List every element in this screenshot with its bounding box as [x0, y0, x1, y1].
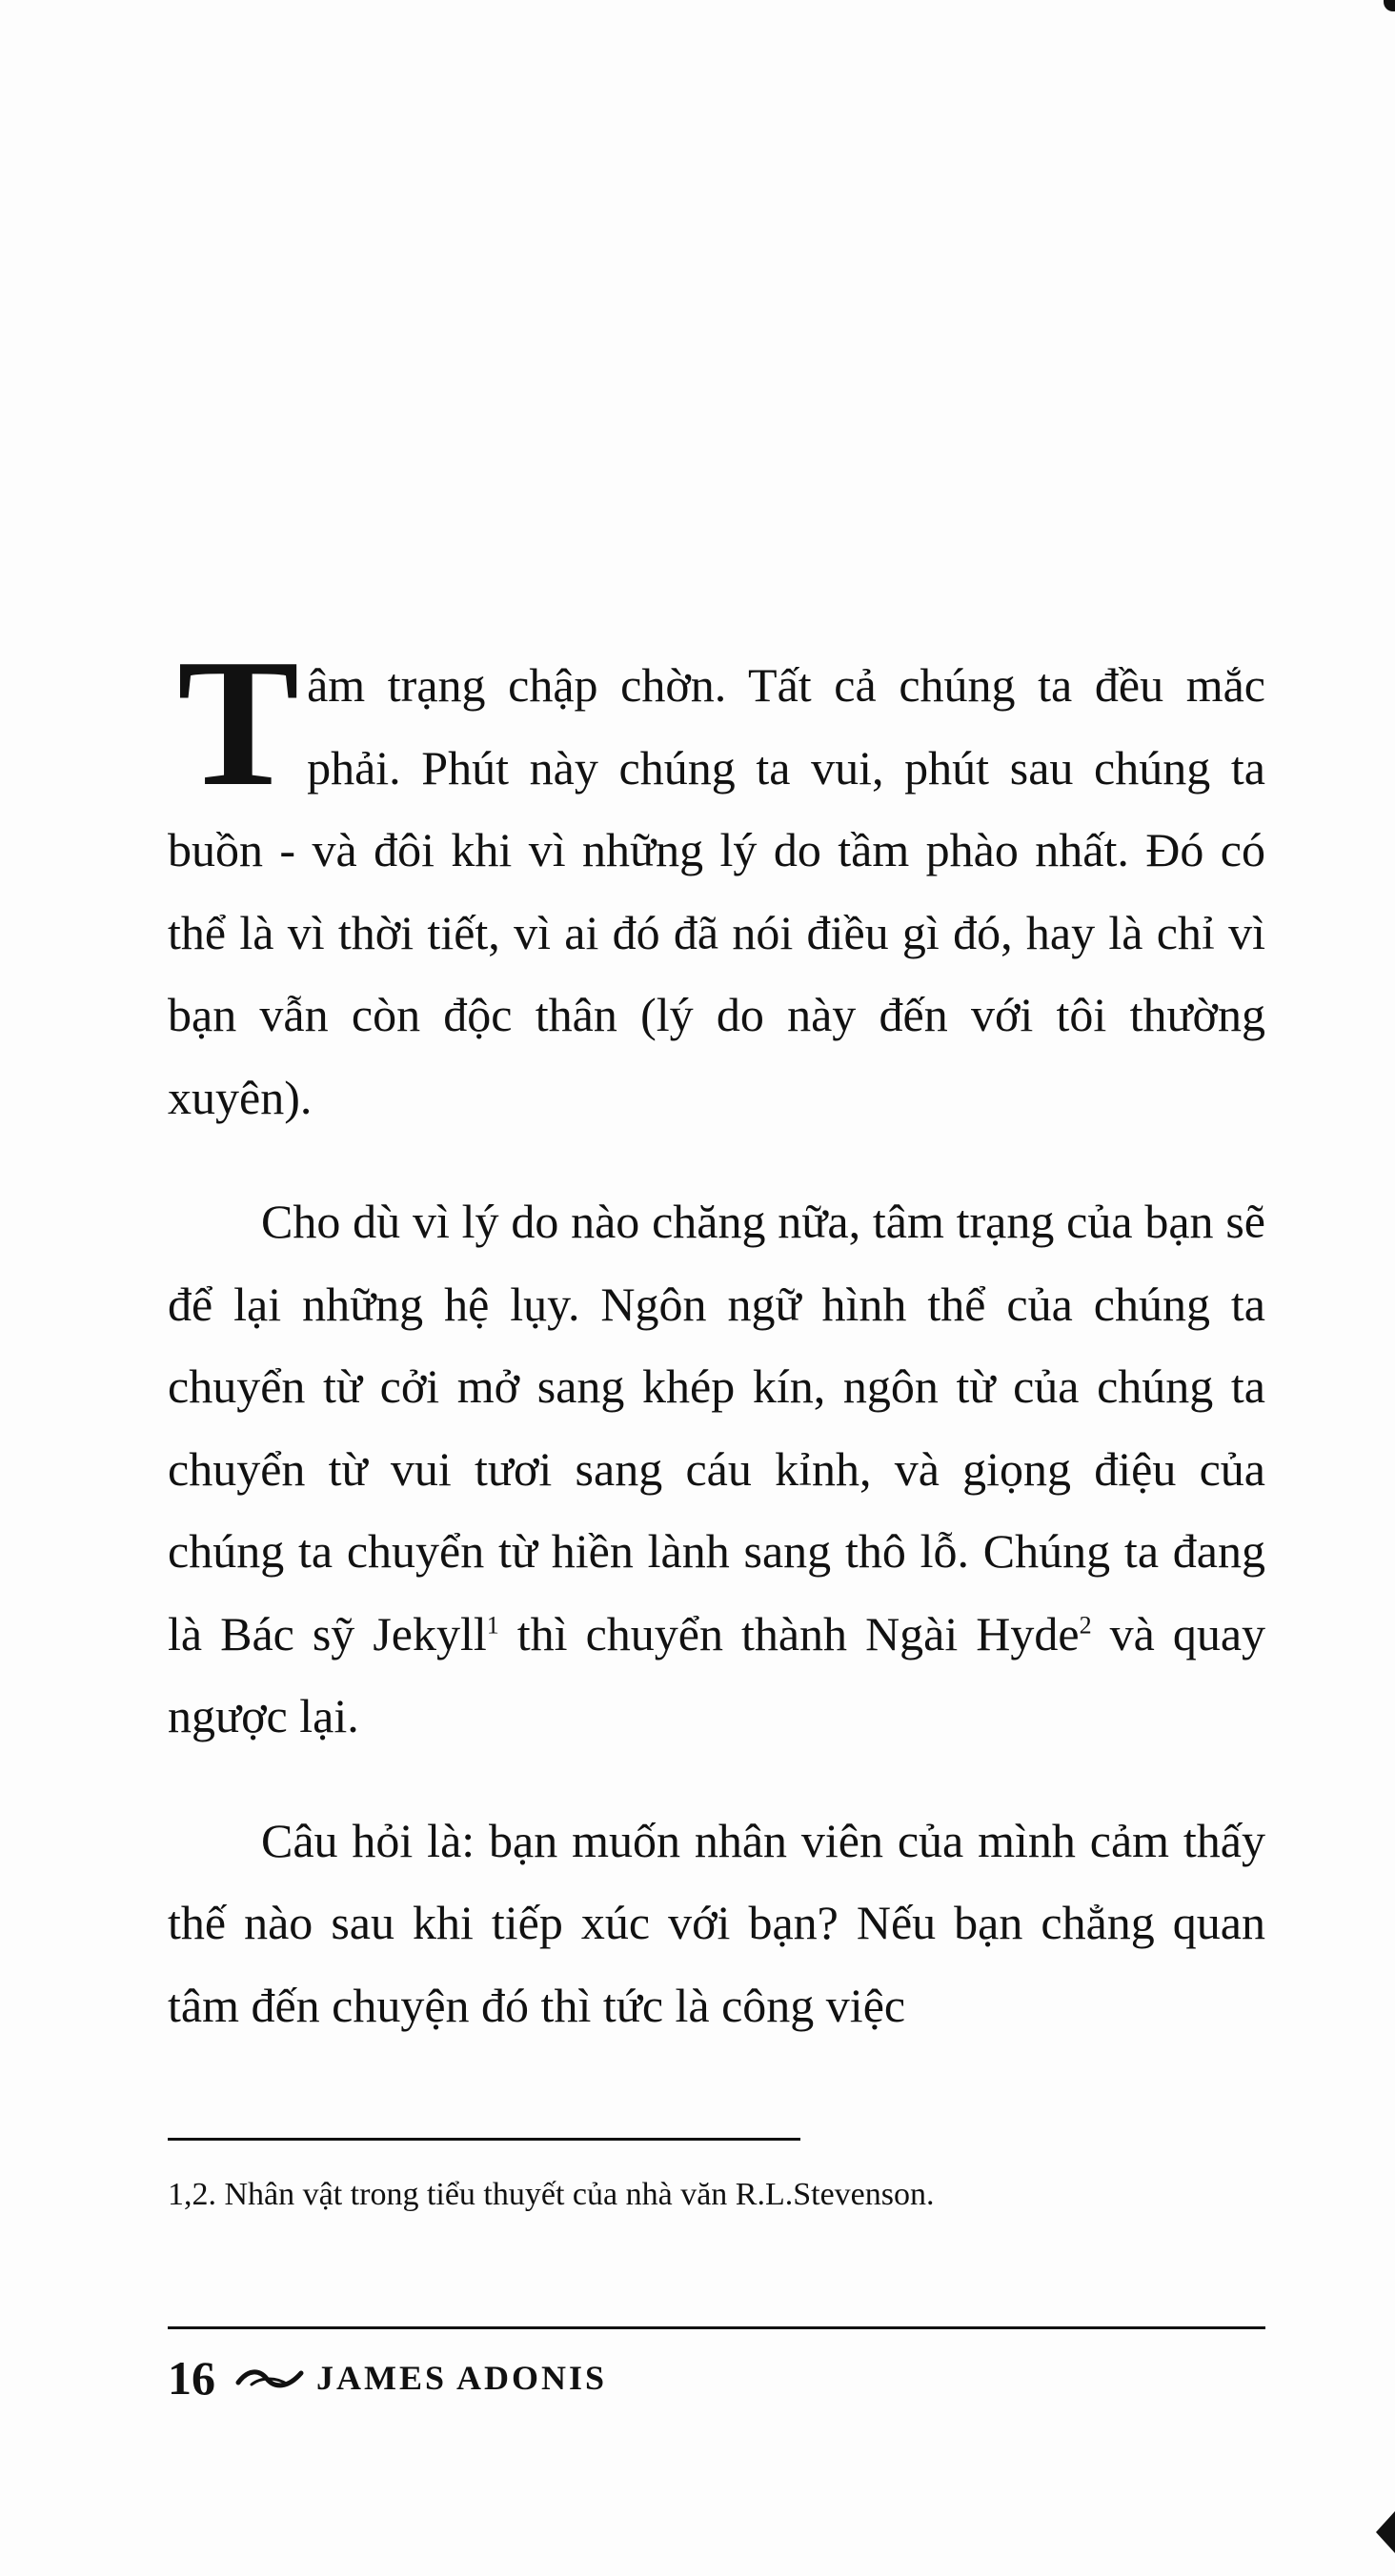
- footnote-ref-1: 1: [486, 1610, 499, 1639]
- page-edge-mark-bottom: [1376, 2511, 1395, 2553]
- swash-ornament-icon: [234, 2364, 305, 2392]
- author-name: JAMES ADONIS: [316, 2359, 608, 2397]
- paragraph-2-text-a: Cho dù vì lý do nào chăng nữa, tâm trạng của bạn sẽ để lại những hệ lụy. Ngôn ngữ hình thể của chúng ta chuyển từ cởi mở sang khép kín, ngôn từ của chúng ta chuyển từ vui tươi sang cáu kỉnh, và giọng điệu của chúng ta chuyển từ hiền lành sang thô lỗ. Chúng ta đang là Bác sỹ Jekyll: [168, 1195, 1265, 1660]
- paragraph-2-text-c: và quay ngược lại.: [168, 1606, 1266, 1742]
- paragraph-3-text: Câu hỏi là: bạn muốn nhân viên của mình cảm thấy thế nào sau khi tiếp xúc với bạn? Nếu bạn chẳng quan tâm đến chuyện đó thì tức là công việc: [168, 1813, 1265, 2032]
- paragraph-2-text-b: thì chuyển thành Ngài Hyde: [498, 1606, 1080, 1660]
- drop-cap: T: [177, 621, 298, 824]
- page-edge-mark: [1384, 0, 1395, 11]
- page-number: 16: [168, 2351, 215, 2405]
- paragraph-1: [168, 621, 1265, 1138]
- footnote-divider: [168, 2138, 800, 2141]
- footnote-ref-2: 2: [1079, 1610, 1092, 1639]
- footer-divider: [168, 2326, 1265, 2329]
- paragraph-2: [168, 1180, 1265, 1758]
- running-footer: [168, 2349, 607, 2406]
- body-text: [168, 621, 1266, 2046]
- paragraph-1-text: âm trạng chập chờn. Tất cả chúng ta đều mắc phải. Phút này chúng ta vui, phút sau chúng ta buồn - và đôi khi vì những lý do tầm phào nhất. Đó có thể là vì thời tiết, vì ai đó đã nói điều gì đó, hay là chỉ vì bạn vẫn còn độc thân (lý do này đến với tôi thường xuyên).: [168, 658, 1265, 1124]
- footnote: 1,2. Nhân vật trong tiểu thuyết của nhà văn R.L.Stevenson.: [168, 2177, 935, 2212]
- paragraph-3: [168, 1800, 1265, 2047]
